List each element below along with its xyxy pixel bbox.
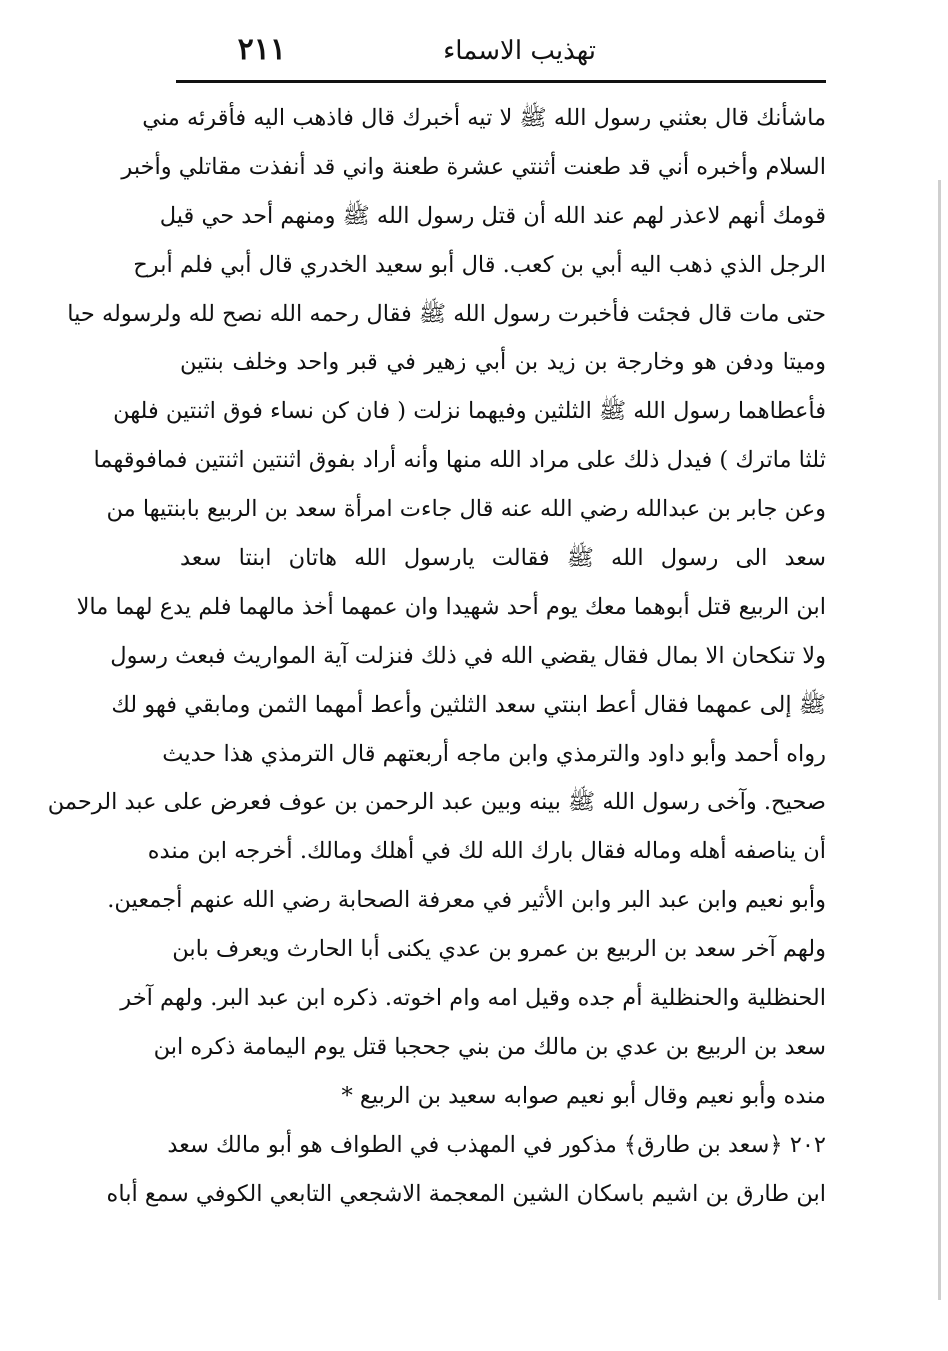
text-line: سعد بن الربيع بن عدي بن مالك من بني جحجبا قتل يوم اليمامة ذكره ابن [153, 1033, 826, 1060]
scan-edge-shadow [938, 180, 941, 1300]
text-line: الحنظلية والحنظلية أم جده وقيل امه وام اخوته. ذكره ابن عبد البر. ولهم آخر [120, 985, 826, 1012]
text-line: ابن الربيع قتل أبوهما معك يوم أحد شهيدا وان عمهما أخذ مالهما فلم يدع لهما مالا [76, 593, 826, 620]
text-line: وميتا ودفن هو وخارجة بن زيد بن أبي زهير في قبر واحد وخلف بنتين [180, 349, 826, 376]
text-line: أن يناصفه أهله وماله فقال بارك الله لك في أهلك ومالك. أخرجه ابن منده [147, 838, 826, 865]
text-line: ٢٠٢ ﴿سعد بن طارق﴾ مذكور في المهذب في الطواف هو أبو مالك سعد [167, 1131, 826, 1158]
text-line: رواه أحمد وأبو داود والترمذي وابن ماجه أربعتهم قال الترمذي هذا حديث [162, 740, 826, 767]
text-line: وعن جابر بن عبدالله رضي الله عنه قال جاءت امرأة سعد بن الربيع بابنتيها من [106, 496, 826, 523]
running-title: تهذيب الاسماء [443, 36, 596, 66]
text-line: ﷺ إلى عمهما فقال أعط ابنتي سعد الثلثين وأعط أمهما الثمن ومابقي فهو لك [111, 691, 826, 718]
text-line: الرجل الذي ذهب اليه أبي بن كعب. قال أبو سعيد الخدري قال أبي فلم أبرح [133, 251, 826, 278]
text-line: ثلثا ماترك ) فيدل ذلك على مراد الله منها وأنه أراد بفوق اثنتين اثنتين فمافوقهما [93, 447, 826, 474]
page-number: ٢١١ [237, 32, 286, 67]
text-line: ماشأنك قال بعثني رسول الله ﷺ لا تيه أخبرك قال فاذهب اليه فأقرئه مني [142, 105, 826, 131]
text-line: قومك أنهم لاعذر لهم عند الله أن قتل رسول الله ﷺ ومنهم أحد حي قيل [159, 202, 826, 229]
text-line: وأبو نعيم وابن عبد البر وابن الأثير في معرفة الصحابة رضي الله عنهم أجمعين. [107, 887, 826, 914]
text-line: منده وأبو نعيم وقال أبو نعيم صوابه سعيد بن الربيع * [341, 1082, 826, 1109]
header-rule [176, 80, 826, 83]
text-line: فأعطاهما رسول الله ﷺ الثلثين وفيهما نزلت ( فان كن نساء فوق اثنتين فلهن [113, 398, 826, 425]
text-line: صحيح. وآخى رسول الله ﷺ بينه وبين عبد الرحمن بن عوف فعرض على عبد الرحمن [47, 789, 826, 816]
text-line: السلام وأخبره أني قد طعنت أثنتي عشرة طعنة واني قد أنفذت مقاتلي وأخبر [121, 153, 826, 180]
text-line: ولهم آخر سعد بن الربيع بن عمرو بن عدي يكنى أبا الحارث ويعرف بابن [172, 936, 826, 963]
body-text [47, 94, 826, 1218]
text-line: سعد الى رسول الله ﷺ فقالت يارسول الله هاتان ابنتا سعد [180, 545, 826, 572]
page-header [176, 28, 826, 72]
text-line: ابن طارق بن اشيم باسكان الشين المعجمة الاشجعي التابعي الكوفي سمع أباه [106, 1180, 826, 1207]
text-line: حتى مات قال فجئت فأخبرت رسول الله ﷺ فقال رحمه الله نصح لله ولرسوله حيا [67, 300, 826, 327]
text-line: ولا تنكحان الا بمال فقال يقضي الله في ذلك فنزلت آية المواريث فبعث رسول [110, 642, 826, 669]
